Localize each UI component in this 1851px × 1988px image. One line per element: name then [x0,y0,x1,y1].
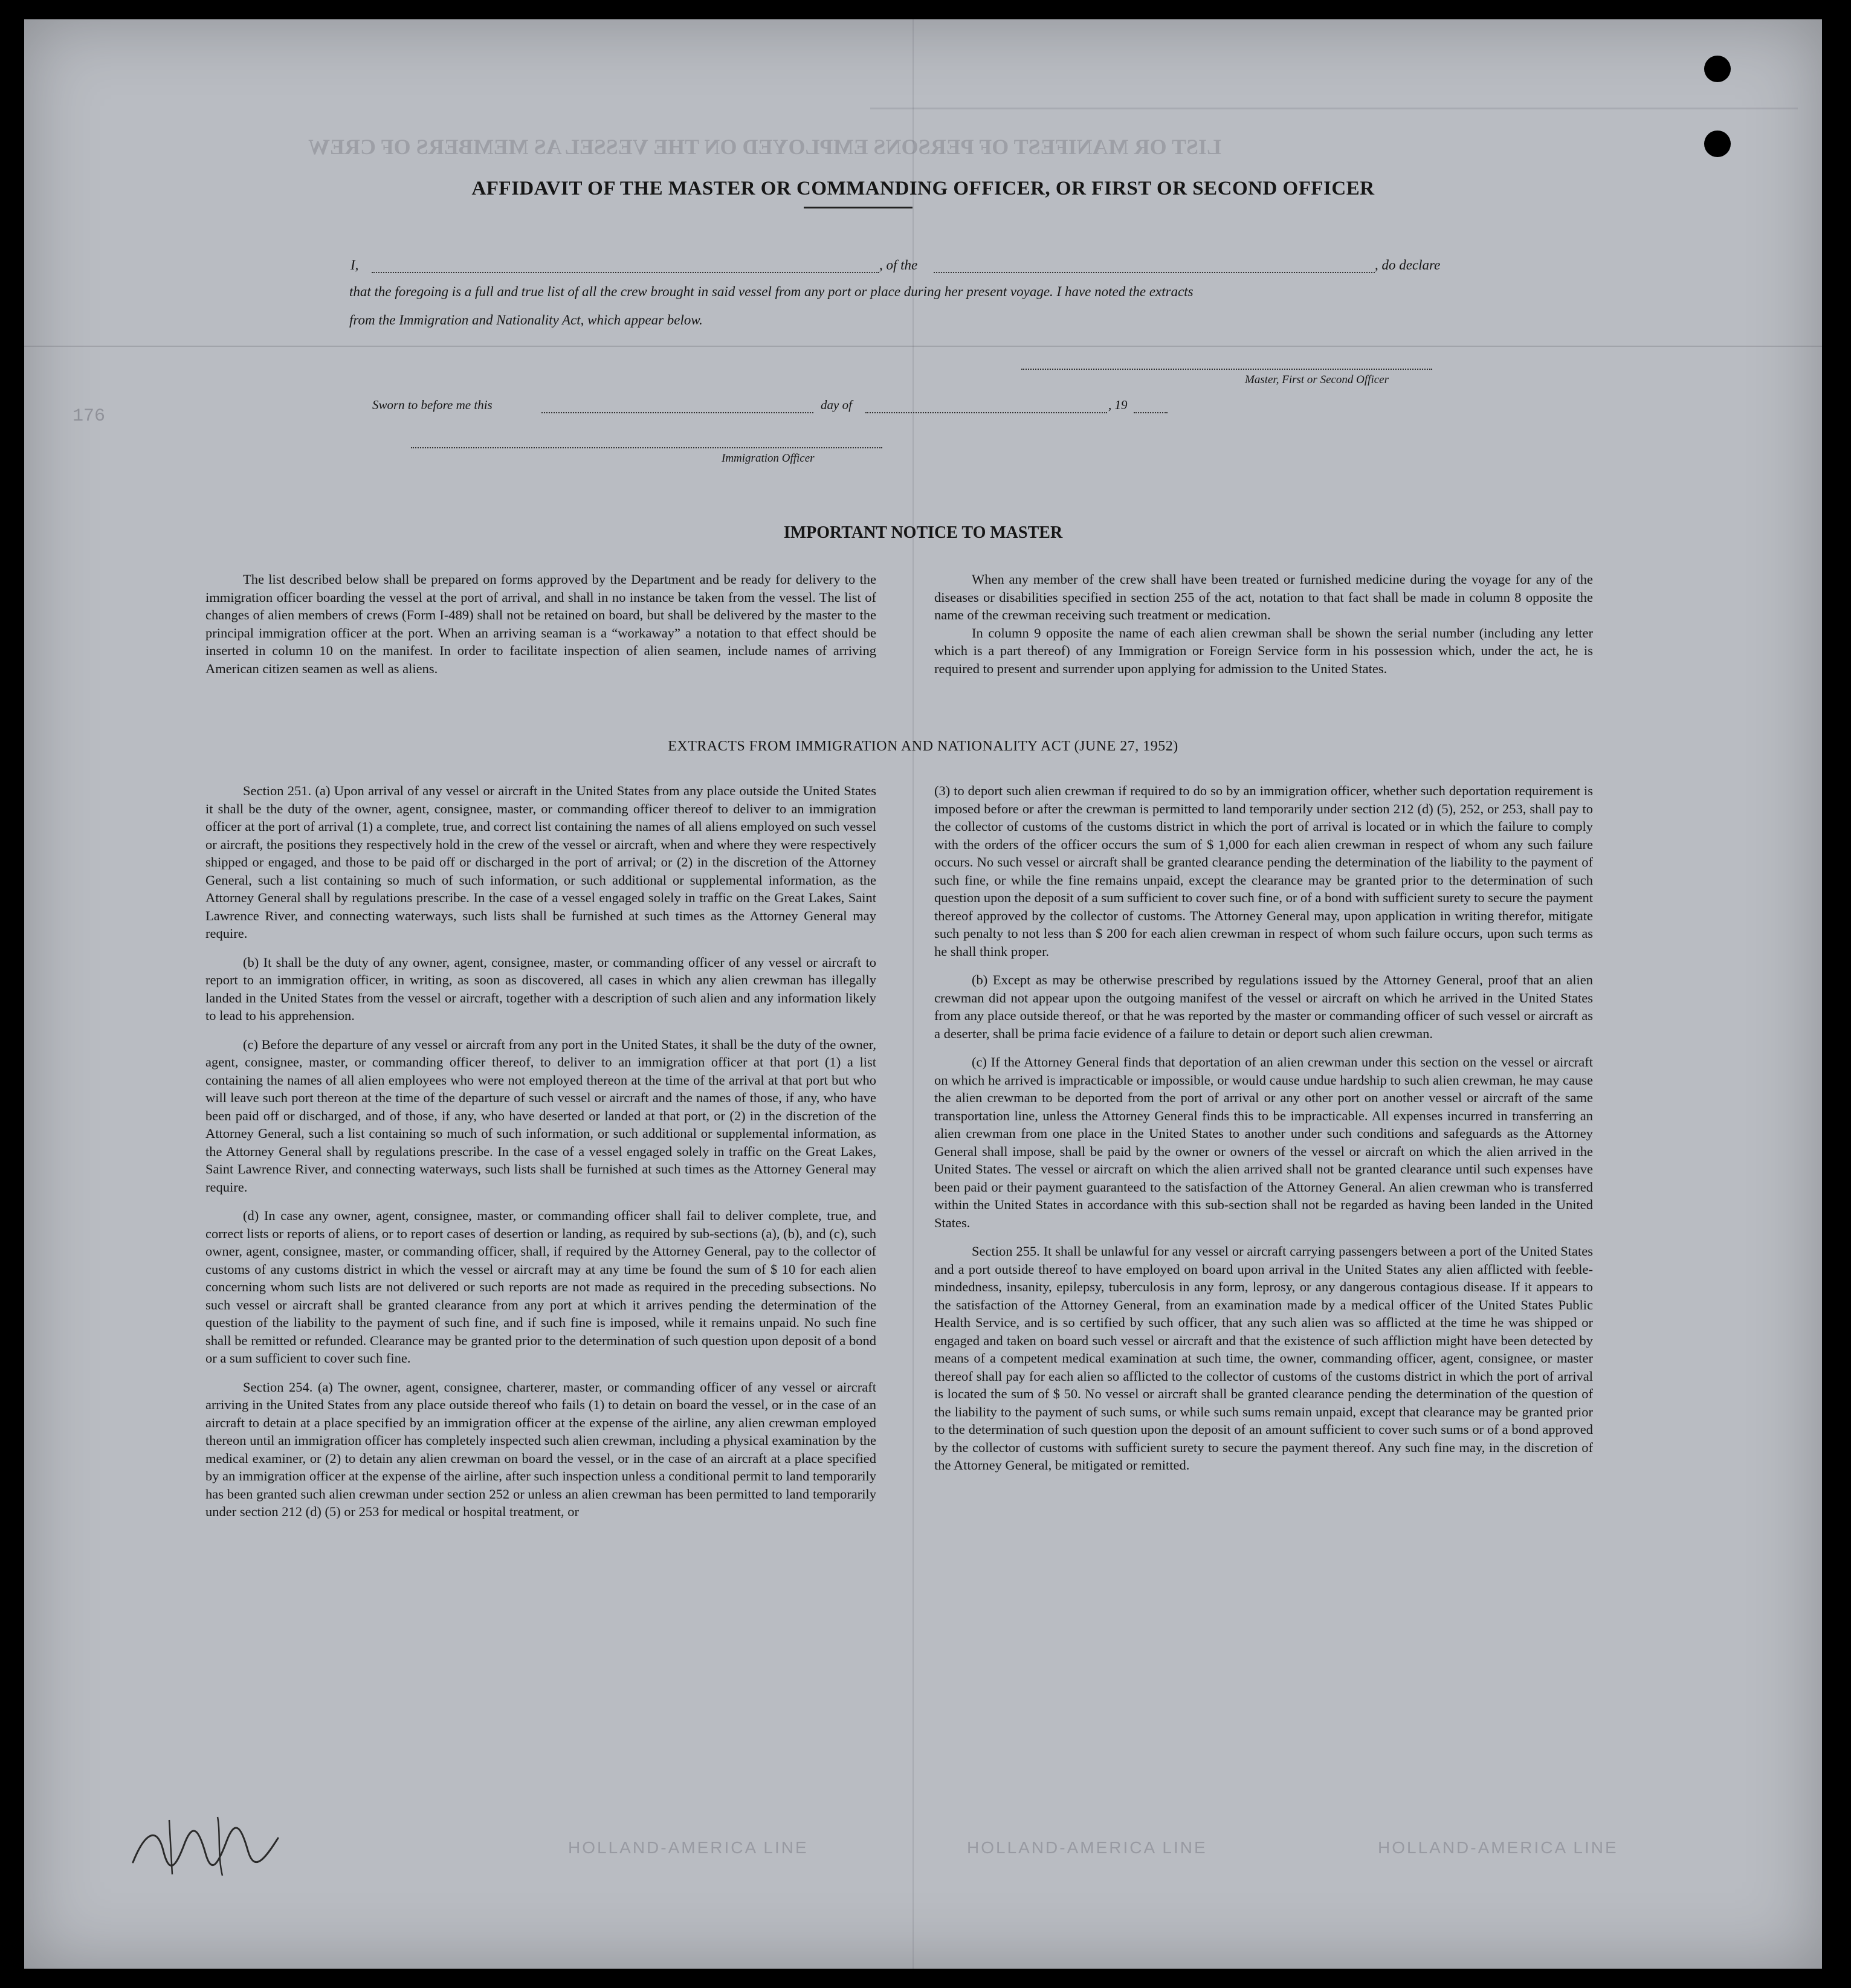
bleed-through-page-number: 176 [73,406,106,427]
handwritten-signature [127,1808,284,1880]
notice-left-text: The list described below shall be prepared on forms approved by the Department and be ready for delivery to the immigration officer boarding the vessel at the port of arrival, and shall in no instance be taken from the vessel. The list of changes of alien members of crews (Form I-489) shall not be retained on board, but shall be delivered by the master to the principal immigration officer at the port. When an arriving seaman is a “workaway” a notation to that effect should be inserted in column 10 on the manifest. In order to facilitate inspection of alien seamen, include names of arriving American citizen seamen as well as aliens. [205,572,876,676]
master-signature-blank [1021,369,1432,370]
sworn-month-blank [865,412,1107,413]
notice-left-column [205,570,876,688]
notice-right-text-2: In column 9 opposite the name of each alien crewman shall be shown the serial number (including any letter which is a part thereof) of any Immigration or Foreign Service form in his possession which, under the act, he is required to present and surrender upon applying for admission to the United States. [934,625,1593,676]
section-254a: Section 254. (a) The owner, agent, consignee, charterer, master, or commanding officer of any vessel or aircraft arriving in the United States from any place outside thereof who fails (1) to detain on board the vessel, or in the case of an aircraft to detain at a place specified by an immigration officer at the expense of the airline, any alien crewman employed thereon until an immigration officer has completely inspected such alien crewman, including a physical examination by the medical examiner, or (2) to detain any alien crewman on board the vessel, or in the case of an aircraft at a place specified by an immigration officer at the expense of the airline, after such inspection unless a conditional permit to land temporarily has been granted such alien crewman under section 252 or unless an alien crewman has been permitted to land temporarily under section 212 (d) (5) or 253 for medical or hospital treatment, or [205,1379,876,1519]
officer-signature-blank [411,447,882,448]
section-255: Section 255. It shall be unlawful for any vessel or aircraft carrying passengers between a port of the United States and a port outside thereof to have employed on board upon arrival in the United States any alien afflicted with feeble-mindedness, insanity, epilepsy, tuberculosis in any form, leprosy, or any dangerous contagious disease. If it appears to the satisfaction of the Attorney General, from an examination made by a medical officer of the United States Public Health Service, and is so certified by such officer, that any such alien was so afflicted at the time he was shipped or engaged and taken on board such vessel or aircraft and that the existence of such affliction might have been detected by means of a competent medical examination at such time, the owner, commanding officer, agent, consignee, or master thereof shall pay for each alien so afflicted to the collector of customs of the customs district in which the port of arrival is located the sum of $ 50. No vessel or aircraft shall be granted clearance pending the determination of the question of the liability to the payment of such sums, or while such sums remain unpaid, except that clearance may be granted prior to the determination of such question upon the deposit of an amount sufficient to cover such sums or of a bond approved by the collector of customs with sufficient surety to secure the payment thereof. Any such fine may, in the discretion of the Attorney General, be mitigated or remitted. [934,1244,1593,1473]
officer-caption: Immigration Officer [722,452,815,465]
bleed-through-header: LIST OR MANIFEST OF PERSONS EMPLOYED ON THE VESSEL AS MEMBERS OF CREW [308,135,1221,159]
extracts-title: EXTRACTS FROM IMMIGRATION AND NATIONALITY ACT (JUNE 27, 1952) [668,738,1178,754]
affidavit-line1-mid: , of the [879,257,918,273]
notice-title: IMPORTANT NOTICE TO MASTER [783,523,1063,542]
affidavit-title: AFFIDAVIT OF THE MASTER OR COMMANDING OFFICER, OR FIRST OR SECOND OFFICER [471,178,1375,199]
section-251c: (c) Before the departure of any vessel or aircraft from any port in the United States, it shall be the duty of the owner, agent, consignee, master, or commanding officer thereof, to deliver to an immigration officer at that port (1) a list containing the names of all alien employees who were not employed thereon at the time of the arrival at that port but who will leave such port thereon at the time of the departure of such vessel or aircraft and the names of those, if any, who have been paid off or discharged, and of those, if any, who have deserted or landed at that port, or (2) in the discretion of the Attorney General, such a list containing so much of such information, or such additional or supplemental information, as the Attorney General shall by regulations prescribe. In the case of a vessel engaged solely in traffic on the Great Lakes, Saint Lawrence River, and connecting waterways, such lists shall be furnished at such times as the Attorney General may require. [205,1036,876,1195]
extracts-right-column [934,782,1593,1485]
bleed-through-footer-2: HOLLAND-AMERICA LINE [967,1838,1207,1857]
bleed-through-rule [870,108,1798,109]
affidavit-line1-suffix: , do declare [1375,257,1441,273]
section-251b: (b) It shall be the duty of any owner, agent, consignee, master, or commanding officer of any vessel or aircraft to report to an immigration officer, in writing, as soon as discovered, all cases in which any alien crewman has illegally landed in the United States from the vessel or aircraft, together with a description of such alien and any information likely to lead to his apprehension. [205,954,876,1023]
section-254b: (b) Except as may be otherwise prescribed by regulations issued by the Attorney General, proof that an alien crewman did not appear upon the outgoing manifest of the vessel or aircraft on which he arrived in the United States from any place outside thereof, or that he was reported by the master or commanding officer of such vessel or aircraft as a deserter, shall be prima facie evidence of a failure to detain or deport such alien crewman. [934,972,1593,1041]
bleed-through-footer-3: HOLLAND-AMERICA LINE [1378,1838,1618,1857]
affidavit-line1-prefix: I, [350,257,359,273]
horizontal-fold [24,346,1822,347]
section-251a: Section 251. (a) Upon arrival of any vessel or aircraft in the United States from any place outside the United States it shall be the duty of the owner, agent, consignee, master, or commanding officer thereof to deliver to an immigration officer at the port of arrival (1) a complete, true, and correct list containing the names of all aliens employed on such vessel or aircraft, the positions they respectively hold in the crew of the vessel or aircraft, when and where they were respectively shipped or engaged, and those to be paid off or discharged in the port of arrival; or (2) in the discretion of the Attorney General, such a list containing so much of such information, or such additional or supplemental information, as the Attorney General shall by regulations prescribe. In the case of a vessel engaged solely in traffic on the Great Lakes, Saint Lawrence River, and connecting waterways, such lists shall be furnished at such times as the Attorney General may require. [205,783,876,941]
section-254a-cont: (3) to deport such alien crewman if required to do so by an immigration officer, whether such deportation requirement is imposed before or after the crewman is permitted to land temporarily under section 212 (d) (5), 252, or 253, shall pay to the collector of customs of the customs district in which the port of arrival is located or in which the failure to comply with the orders of the officer occurs the sum of $ 1,000 for each alien crewman in respect of whom any such failure occurs. No such vessel or aircraft shall be granted clearance pending the determination of the liability to the payment of such fine, or while the fine remains unpaid, except the clearance may be granted prior to the determination of such question upon the deposit of a sum sufficient to cover such fine, or of a bond with sufficient surety to secure the payment thereof approved by the collector of customs. The Attorney General may, upon application in writing therefor, mitigate such penalty to not less than $ 200 for each alien crewman in respect of whom such failure occurs, upon such terms as he shall think proper. [934,783,1593,959]
vertical-fold [913,19,914,1969]
notice-right-text-1: When any member of the crew shall have been treated or furnished medicine during the voyage for any of the diseases or disabilities specified in section 255 of the act, notation to that fact shall be made in column 8 opposite the name of the crewman receiving such treatment or medication. [934,572,1593,622]
sworn-year-blank [1134,412,1168,413]
punch-hole [1704,131,1731,157]
sworn-year: , 19 [1108,398,1128,412]
title-underline [804,207,913,208]
document-page [24,19,1822,1969]
notice-right-column [934,570,1593,688]
sworn-day-blank [541,412,813,413]
bleed-through-footer: HOLLAND-AMERICA LINE [568,1838,809,1857]
name-blank [372,272,879,273]
sworn-day-of: day of [821,398,852,412]
section-251d: (d) In case any owner, agent, consignee, master, or commanding officer shall fail to deliver complete, true, and correct lists or reports of aliens, or to report cases of desertion or landing, as required by sub-sections (a), (b), and (c), such owner, agent, consignee, master, or commanding officer, shall, if required by the Attorney General, pay to the collector of customs of any customs district in which the vessel or aircraft may at any time be found the sum of $ 10 for each alien concerning whom such lists are not delivered or such reports are not made as required in the preceding subsections. No such vessel or aircraft shall be granted clearance from any port at which it arrives pending the determination of the question of the liability to the payment of such fine, and if such fine is imposed, while it remains unpaid. No such fine shall be remitted or refunded. Clearance may be granted prior to the determination of such question upon deposit of a bond or a sum sufficient to cover such fine. [205,1208,876,1366]
sworn-prefix: Sworn to before me this [372,398,493,412]
affidavit-line2: that the foregoing is a full and true list of all the crew brought in said vessel from any port or place during her present voyage. I have noted the extracts [349,284,1194,299]
extracts-left-column [205,782,876,1532]
section-254c: (c) If the Attorney General finds that deportation of an alien crewman under this section on the vessel or aircraft on which he arrived is impracticable or impossible, or would cause undue hardship to such alien crewman, he may cause the alien crewman to be deported from the port of arrival or any other port on another vessel or aircraft of the same transportation line, unless the Attorney General finds this to be impracticable. All expenses incurred in transferring an alien crewman from one place in the United States to another under such conditions and safeguards as the Attorney General shall impose, shall be paid by the owner or owners of the vessel or aircraft on which the alien arrived in the United States. The vessel or aircraft on which the alien arrived shall not be granted clearance until such expenses have been paid or their payment guaranteed to the satisfaction of the Attorney General. An alien crewman who is transferred within the United States in accordance with this sub-section shall not be regarded as having been landed in the United States. [934,1054,1593,1230]
affidavit-line3: from the Immigration and Nationality Act, which appear below. [349,312,703,328]
master-caption: Master, First or Second Officer [1245,373,1389,386]
punch-hole [1704,56,1731,82]
vessel-blank [934,272,1375,273]
